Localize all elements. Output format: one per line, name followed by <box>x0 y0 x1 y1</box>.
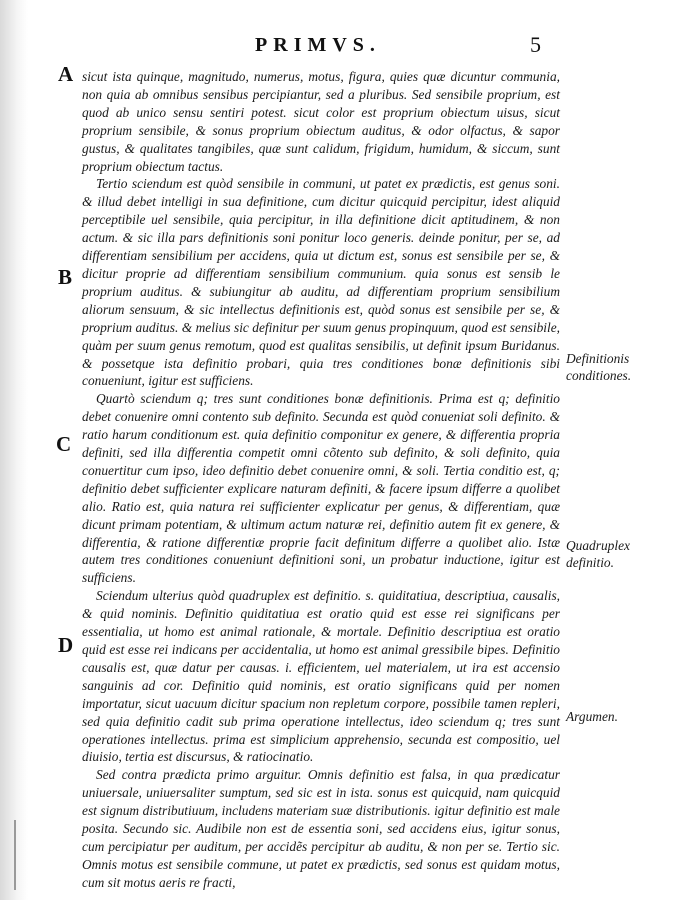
paragraph-2: Tertio sciendum est quòd sensibile in communi, ut patet ex prædictis, est genus soni. & illud debet intelligi in sua definitione, cum dicitur quicquid percipitur, idest aliquid perceptibile uel sensibile, quia percipitur, in illa definitione dicit aptitudinem, & non actum. & sic illa pars definitionis soni ponitur loco generis. deinde ponitur, per se, ad differentiam sensibilium per accidens, quia ut dictum est, sonus est sensibile per se, & dicitur proprie ad differentiam sensibilium communium. quia sonus est sensib le proprium auditus. & subiungitur ab auditu, ad differentiam proprium sensibilium aliorum sensuum, & sic intellectus definitionis est, quòd sonus est sensibile per se, & proprium auditus. & melius sic definitur per suum genus propinquum, quod est sensibile, quàm per suum genus remotum, quod est qualitas sensibilis, ut definit ipsum Buridanus. & possetque ista definitio probari, quia tres conditiones bonæ definitionis sibi conueniunt, igitur est sufficiens. <box>82 176 560 389</box>
section-letter-c: C <box>56 432 72 456</box>
running-head: PRIMVS. <box>255 34 381 56</box>
section-letter-a: A <box>58 62 74 86</box>
page-number: 5 <box>530 32 541 57</box>
margin-note-quadruplex: Quadruplex definitio. <box>566 538 630 570</box>
scan-shadow <box>0 0 28 900</box>
paragraph-1: sicut ista quinque, magnitudo, numerus, motus, figura, quies quæ dicuntur communia, non quia ab omnibus sensibus percipiantur, sed a pluribus. Sed sensibile proprium, est quod ab unico sensu sentiri potest. sicut color est proprium obiectum uisus, sicut proprium sensibile, & sonus proprium obiectum auditus, & odor olfactus, & sapor gustus, & qualitates tangibiles, quæ sunt calidum, frigidum, humidum, & siccum, sunt proprium obiectum tactus. <box>82 69 560 174</box>
spine-mark <box>14 820 16 890</box>
paragraph-3: Quartò sciendum q; tres sunt conditiones bonæ definitionis. Prima est q; definitio debet conuenire omni contento sub definito. Secunda est quòd conueniat soli definito. & ratio harum conditionum est. quia definitio componitur ex genere, & differentia propria definiti, sed illa differentia competit omni cõtento sub definito, & soli definito, quia conuertitur cum ipso, ideo definitio debet conuenire omni, & soli. Tertia conditio est, q; definitio debet sufficienter explicare naturam definiti, & facere ipsum differre a quolibet alio. Ratio est, quia natura rei sufficienter explicatur per genus, & differentiam, quæ dicunt primam potentiam, & ultimum actum naturæ rei, definitio autem fit ex genere, & differentia, & ratione differentiæ proprie facit definitum differre a quolibet alio. Istæ autem tres conditiones conueniunt definitioni soni, un probatur inductione, igitur est sufficiens. <box>82 391 560 586</box>
paragraph-4: Sciendum ulterius quòd quadruplex est definitio. s. quiditatiua, descriptiua, causalis, & quid nominis. Definitio quiditatiua est oratio quid est esse rei significans per essentialia, ut homo est animal rationale, & mortale. Definitio descriptiua est oratio quid est esse rei indicans per accidentalia, ut homo est animal gressibile bipes. Definitio causalis est, quæ datur per causas. i. efficientem, uel materialem, ut ira est accensio sanguinis ad cor. Definitio quid nominis, est oratio significans quid per nomen importatur, sicut uacuum dicitur spacium non repletum corpore, possibile tamen repleri, sed quia definitio cadit sub prima operatione intellectus, ideo sciendum q; tres sunt operationes intellectus. prima est simplicium apprehensio, secunda est compositio, uel diuisio, tertia est discursus, & ratiocinatio. <box>82 588 560 765</box>
body-text <box>82 68 560 892</box>
margin-note-argumentum: Argumen. <box>566 709 618 724</box>
margin-note-definition-conditions: Definitionis conditiones. <box>566 351 632 383</box>
section-letter-d: D <box>58 633 74 657</box>
paragraph-5: Sed contra prædicta primo arguitur. Omnis definitio est falsa, in qua prædicatur uniuersale, uniuersaliter sumptum, sed sic est in ista. sonus est quicquid, nam quicquid est signum distributiuum, includens materiam suæ distributionis. igitur definitio est male posita. Secundo sic. Audibile non est de essentia soni, sed accidens eius, igitur sonus, cum percipiatur per auditum, per accidẽs percipitur ab auditu, & non per se. Tertio sic. Omnis motus est sensibile commune, ut patet ex prædictis, sed sonus est quidam motus, cum sit motus aeris re fracti, <box>82 767 560 890</box>
section-letter-b: B <box>58 265 73 289</box>
